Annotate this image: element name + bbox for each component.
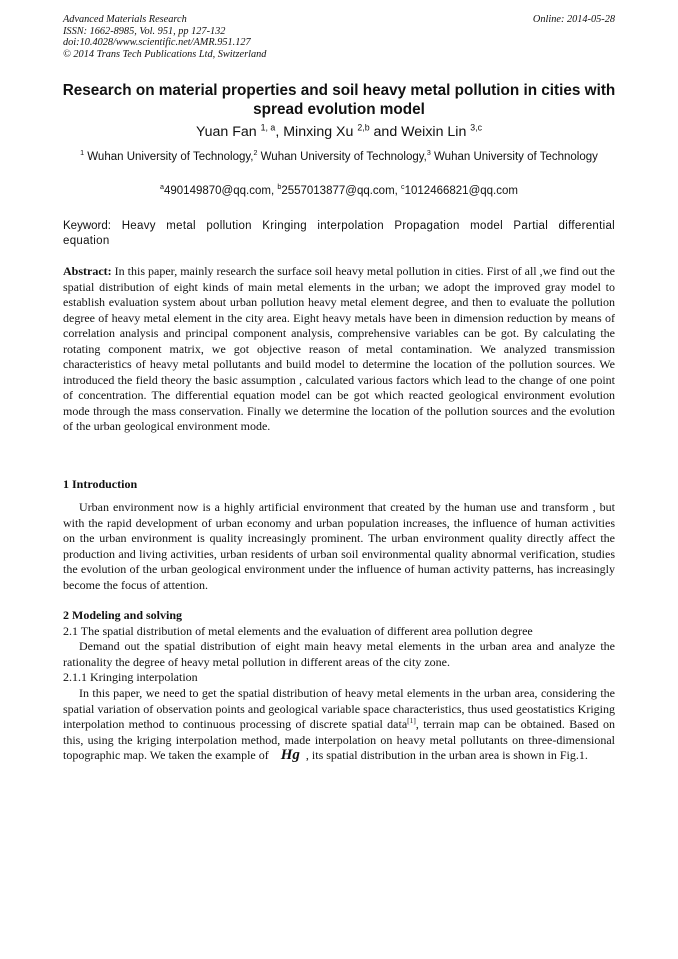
abstract xyxy=(63,264,615,435)
doi-line: doi:10.4028/www.scientific.net/AMR.951.127 xyxy=(63,37,251,49)
section-2-title: 2 Modeling and solving xyxy=(63,608,183,622)
author-list xyxy=(55,123,623,141)
paragraph-text: , its spatial distribution in the urban area is shown in Fig.1. xyxy=(305,748,588,762)
issn-line: ISSN: 1662-8985, Vol. 951, pp 127-132 xyxy=(63,25,226,37)
copyright-line: © 2014 Trans Tech Publications Ltd, Switzerland xyxy=(63,48,267,60)
paragraph-text: , terrain map can be obtained. Based on this, using the kriging interpolation method, made interpolation on heavy metal pollutants on three-dimensional topographic map. We taken the example of xyxy=(63,717,615,762)
affiliation-marker: 1 xyxy=(80,149,85,158)
section-1-paragraph: Urban environment now is a highly artificial environment that created by the human use and transform , but with the rapid development of urban economy and urban population increases, the influence of human activities on the urban environment is quality increasingly prominent. The urban environment quality directly affect the production and living activities, urban residents of urban soil environmental quality abnormal verification, studies the evolution of the urban geological environment under the influence of human activity patterns, has increasingly become the focus of attention. xyxy=(63,500,615,592)
affiliation-marker: 2 xyxy=(253,149,258,158)
affiliation-marker: 3 xyxy=(426,149,431,158)
email-text: 490149870@qq.com, xyxy=(164,185,278,197)
mercury-symbol: Hg xyxy=(280,747,300,763)
affiliations xyxy=(70,149,608,165)
subsection-2-1-paragraph: Demand out the spatial distribution of eight main heavy metal elements in the urban area and analyze the rationality the degree of heavy metal pollution in different areas of the city zone. xyxy=(63,639,615,669)
subsection-2-1-1-paragraph xyxy=(63,686,615,764)
author-separator: , xyxy=(275,124,284,140)
section-1-title: 1 Introduction xyxy=(63,477,138,491)
email-marker: b xyxy=(277,183,282,192)
paragraph-text: In this paper, we need to get the spatial distribution of heavy metal elements in the urban area, considering the spatial variation of observation points and geological variable space characteristics, thus used geostatistics Kriging interpolation method to continuous processing of discrete spatial data xyxy=(63,686,615,731)
author-name: Yuan Fan xyxy=(195,124,257,140)
affiliation-text: Wuhan University of Technology, xyxy=(257,151,427,163)
online-date: Online: 2014-05-28 xyxy=(532,14,615,25)
email-marker: c xyxy=(401,183,405,192)
author-emails xyxy=(55,183,623,199)
affiliation-text: Wuhan University of Technology, xyxy=(84,151,254,163)
email-text: 1012466821@qq.com xyxy=(404,185,518,197)
abstract-label: Abstract: xyxy=(63,264,112,278)
abstract-text: In this paper, mainly research the surface soil heavy metal pollution in cities. First of all ,we find out the spatial distribution of eight kinds of main metal elements in the urban; we adopt the improved gray model to establish evaluation system about urban pollution heavy metal element degree, and then to evaluate the pollution degree of heavy metal element in the city area. Eight heavy metals have been in dimension reduction by means of correlation analysis and principal component analysis, comprehensive variables can be got. By calculating the rotating component matrix, we got objective reason of metal contamination. We analyzed transmission characteristics of heavy metal pollutants and build model to determine the location of the pollution sources. We introduced the field theory the basic assumption , calculated various factors which lead to the change of one point of concentration. The differential equation model can be got which reacted geological environment evolution mode through the mass conservation. Finally we determine the location of the pollution sources and the evolution of the urban geological environment mode. xyxy=(63,264,615,433)
keywords-text: : Heavy metal pollution Kringing interpolation Propagation model Partial differential equation xyxy=(63,220,615,247)
journal-header xyxy=(63,14,615,60)
affiliation-text: Wuhan University of Technology xyxy=(430,151,598,163)
keywords xyxy=(63,219,615,249)
subsection-2-1-1-title: 2.1.1 Kringing interpolation xyxy=(63,670,198,684)
keywords-label: Keyword xyxy=(63,220,108,232)
paper-title: Research on material properties and soil heavy metal pollution in cities with spread evolution model xyxy=(62,82,616,118)
author-superscript: 2,b xyxy=(357,122,370,133)
section-heading xyxy=(63,608,615,624)
author-superscript: 3,c xyxy=(470,122,483,133)
email-marker: a xyxy=(160,183,164,192)
subsection-2-1-title: 2.1 The spatial distribution of metal elements and the evaluation of different area pollution degree xyxy=(63,624,533,638)
author-name: Weixin Lin xyxy=(401,124,467,140)
journal-name: Advanced Materials Research xyxy=(63,14,187,25)
citation-ref: [1] xyxy=(407,716,416,725)
email-text: 2557013877@qq.com, xyxy=(281,185,402,197)
author-superscript: 1, a xyxy=(260,122,276,133)
author-separator: and xyxy=(369,124,402,140)
section-heading xyxy=(63,477,615,493)
author-name: Minxing Xu xyxy=(283,124,354,140)
